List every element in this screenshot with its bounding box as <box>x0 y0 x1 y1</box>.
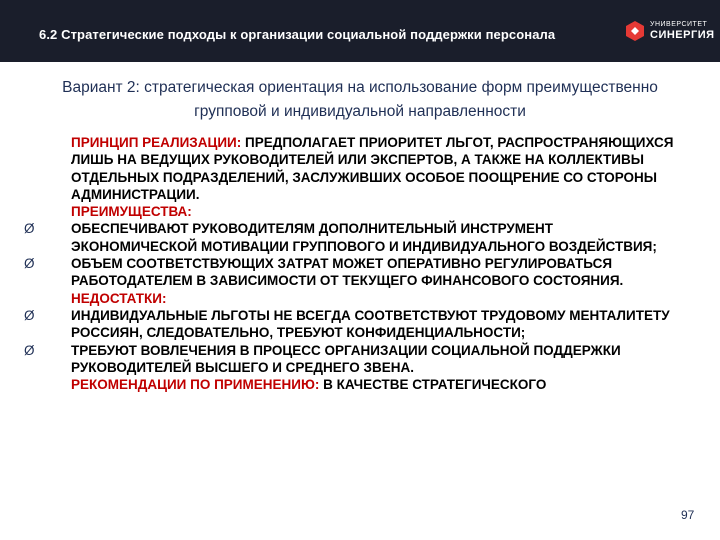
list-item-advantage-2 <box>24 255 674 290</box>
advantage-1-text: ОБЕСПЕЧИВАЮТ РУКОВОДИТЕЛЯМ ДОПОЛНИТЕЛЬНЫЙ ИНСТРУМЕНТ ЭКОНОМИЧЕСКОЙ МОТИВАЦИИ ГРУППОВОГО И ИНДИВИДУАЛЬНОГО ВОЗДЕЙСТВИЯ; <box>71 221 657 254</box>
recommendations-label: РЕКОМЕНДАЦИИ ПО ПРИМЕНЕНИЮ: <box>71 377 320 393</box>
slide-content <box>24 134 674 393</box>
slide-title: 6.2 Стратегические подходы к организации социальной поддержки персонала <box>39 27 556 42</box>
principle-text: ПРЕДПОЛАГАЕТ ПРИОРИТЕТ ЛЬГОТ, РАСПРОСТРАНЯЮЩИХСЯ ЛИШЬ НА ВЕДУЩИХ РУКОВОДИТЕЛЕЙ ИЛИ ЭКСПЕРТОВ, А ТАКЖЕ НА КОЛЛЕКТИВЫ ОТДЕЛЬНЫХ ПОДРАЗДЕЛЕНИЙ, ЗАСЛУЖИВШИХ ОСОБОЕ ПООЩРЕНИЕ СО СТОРОНЫ АДМИНИСТРАЦИИ. <box>71 135 674 202</box>
advantage-2-text: ОБЪЕМ СООТВЕТСТВУЮЩИХ ЗАТРАТ МОЖЕТ ОПЕРАТИВНО РЕГУЛИРОВАТЬСЯ РАБОТОДАТЕЛЕМ В ЗАВИСИМОСТИ ОТ ТЕКУЩЕГО ФИНАНСОВОГО СОСТОЯНИЯ. <box>71 256 624 289</box>
recommendations-paragraph <box>24 376 674 393</box>
list-item-disadvantage-2 <box>24 342 674 377</box>
list-item-advantage-1 <box>24 220 674 255</box>
arrow-bullet-icon: Ø <box>24 256 35 272</box>
advantages-heading: ПРЕИМУЩЕСТВА: <box>71 204 192 220</box>
list-item-disadvantage-1 <box>24 307 674 342</box>
logo-text <box>650 20 715 42</box>
logo-line-synergy: СИНЕРГИЯ <box>650 29 715 41</box>
arrow-bullet-icon: Ø <box>24 342 35 358</box>
synergy-logo-icon <box>624 20 646 42</box>
arrow-bullet-icon: Ø <box>24 307 35 323</box>
slide-subtitle: Вариант 2: стратегическая ориентация на использование форм преимущественно групповой и индивидуальной направленности <box>62 79 658 120</box>
disadvantages-heading: НЕДОСТАТКИ: <box>71 290 167 306</box>
disadvantage-2-text: ТРЕБУЮТ ВОВЛЕЧЕНИЯ В ПРОЦЕСС ОРГАНИЗАЦИИ СОЦИАЛЬНОЙ ПОДДЕРЖКИ РУКОВОДИТЕЛЕЙ ВЫСШЕГО И СРЕДНЕГО ЗВЕНА. <box>71 342 621 375</box>
principle-label: ПРИНЦИП РЕАЛИЗАЦИИ: <box>71 135 242 150</box>
page-number: 97 <box>681 508 695 522</box>
principle-paragraph <box>24 134 674 203</box>
recommendations-text: В КАЧЕСТВЕ СТРАТЕГИЧЕСКОГО <box>319 377 547 393</box>
header-bar <box>0 0 720 62</box>
disadvantage-1-text: ИНДИВИДУАЛЬНЫЕ ЛЬГОТЫ НЕ ВСЕГДА СООТВЕТСТВУЮТ ТРУДОВОМУ МЕНТАЛИТЕТУ РОССИЯН, СЛЕДОВАТЕЛЬНО, ТРЕБУЮТ КОНФИДЕНЦИАЛЬНОСТИ; <box>71 307 670 341</box>
arrow-bullet-icon: Ø <box>24 221 35 237</box>
logo-line-university: УНИВЕРСИТЕТ <box>650 21 708 28</box>
